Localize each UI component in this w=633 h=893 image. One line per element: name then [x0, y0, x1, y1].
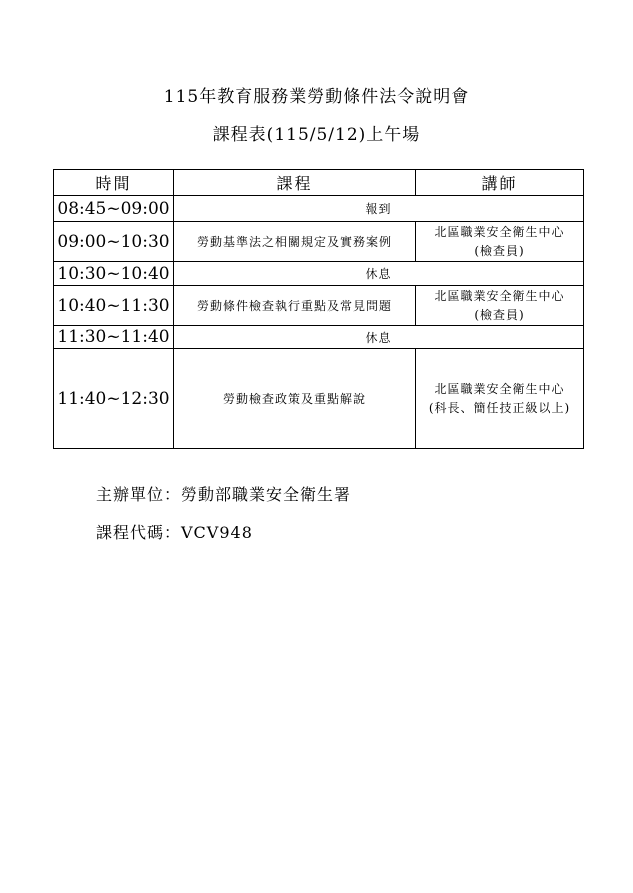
lecturer-role: (檢查員): [474, 307, 525, 322]
lecturer-name: 北區職業安全衛生中心: [434, 288, 565, 303]
table-row: [54, 326, 584, 349]
course-cell: 勞動條件檢查執行重點及常見問題: [174, 286, 416, 326]
course-code-text: 課程代碼：VCV948: [96, 523, 253, 542]
time-cell: 09:00~10:30: [54, 222, 174, 262]
lecturer-name: 北區職業安全衛生中心: [434, 381, 565, 396]
table-row: [54, 286, 584, 326]
lecturer-cell: [416, 286, 584, 326]
lecturer-role: (檢查員): [474, 243, 525, 258]
lecturer-cell: [416, 349, 584, 449]
lecturer-cell: [416, 222, 584, 262]
time-cell: 11:40~12:30: [54, 349, 174, 449]
header-lecturer: 講師: [416, 170, 584, 196]
course-cell: 休息: [174, 262, 584, 286]
header-course: 課程: [174, 170, 416, 196]
time-cell: 10:30~10:40: [54, 262, 174, 286]
table-row: [54, 262, 584, 286]
document-title: 115年教育服務業勞動條件法令說明會: [163, 87, 470, 107]
table-row: [54, 196, 584, 222]
lecturer-role: (科長、簡任技正級以上): [428, 400, 571, 415]
organizer-text: 主辦單位：勞動部職業安全衛生署: [96, 485, 352, 504]
time-cell: 10:40~11:30: [54, 286, 174, 326]
table-row: [54, 349, 584, 449]
table-row: [54, 222, 584, 262]
schedule-table: [53, 169, 584, 449]
schedule-subtitle: 課程表(115/5/12)上午場: [212, 125, 421, 145]
table-header-row: [54, 170, 584, 196]
course-cell: 報到: [174, 196, 584, 222]
course-cell: 勞動基準法之相關規定及實務案例: [174, 222, 416, 262]
time-cell: 11:30~11:40: [54, 326, 174, 349]
course-cell: 勞動檢查政策及重點解說: [174, 349, 416, 449]
time-cell: 08:45~09:00: [54, 196, 174, 222]
lecturer-name: 北區職業安全衛生中心: [434, 224, 565, 239]
header-time: 時間: [54, 170, 174, 196]
course-cell: 休息: [174, 326, 584, 349]
